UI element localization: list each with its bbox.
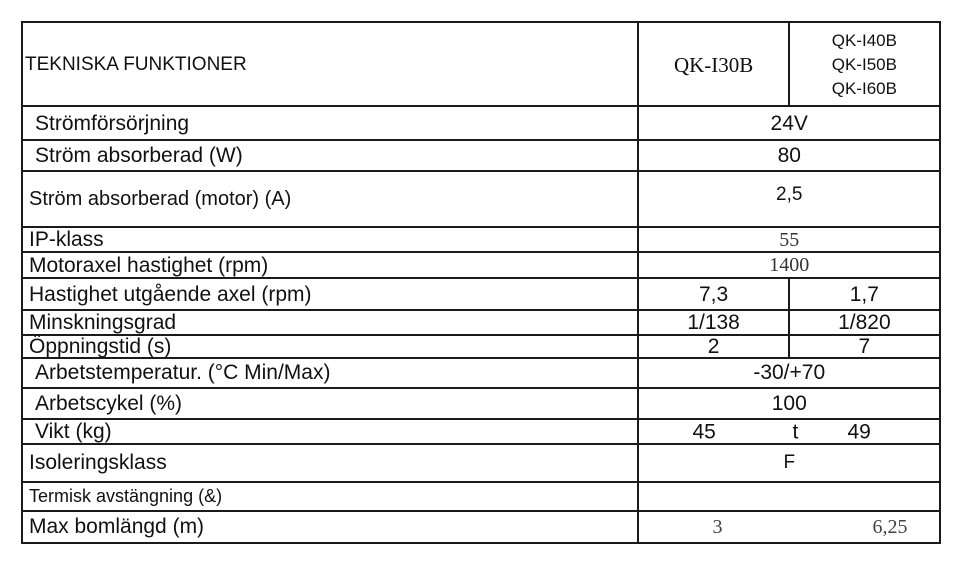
row-label: Arbetstemperatur. (°C Min/Max) bbox=[22, 358, 638, 388]
row-label: IP-klass bbox=[22, 227, 638, 252]
row-value: 3 bbox=[712, 515, 723, 538]
row-value: 6,25 bbox=[872, 515, 908, 538]
row-value: 24V bbox=[638, 106, 940, 139]
row-value: 49 bbox=[847, 420, 871, 444]
table-row bbox=[22, 310, 940, 335]
table-row bbox=[22, 482, 940, 511]
row-label: Arbetscykel (%) bbox=[22, 388, 638, 419]
row-value: -30/+70 bbox=[638, 358, 940, 388]
header-row bbox=[22, 22, 940, 106]
row-value: 2,5 bbox=[638, 171, 940, 227]
row-value: 1/138 bbox=[638, 310, 788, 335]
row-label: Hastighet utgående axel (rpm) bbox=[22, 278, 638, 309]
row-value: 80 bbox=[638, 140, 940, 171]
row-label: Max bomlängd (m) bbox=[22, 511, 638, 543]
row-label: Motoraxel hastighet (rpm) bbox=[22, 252, 638, 278]
row-label: Öppningstid (s) bbox=[22, 335, 638, 358]
table-row bbox=[22, 388, 940, 419]
table-row bbox=[22, 140, 940, 171]
model-column-2 bbox=[789, 22, 940, 106]
table-row bbox=[22, 419, 940, 444]
row-value: 100 bbox=[638, 388, 940, 419]
row-value: 45 bbox=[692, 420, 716, 444]
table-row bbox=[22, 227, 940, 252]
model-label: QK-I60B bbox=[831, 78, 897, 98]
row-value: 1,7 bbox=[789, 278, 940, 309]
row-value: 1400 bbox=[638, 252, 940, 278]
technical-specs-table bbox=[21, 21, 941, 544]
row-label: Ström absorberad (W) bbox=[22, 140, 638, 171]
table-row bbox=[22, 106, 940, 139]
table-row bbox=[22, 335, 940, 358]
row-value: 7 bbox=[789, 335, 940, 358]
model-column-1: QK-I30B bbox=[638, 22, 788, 106]
row-value: 55 bbox=[638, 227, 940, 252]
table-row bbox=[22, 358, 940, 388]
row-value-group bbox=[638, 511, 940, 543]
row-value: 7,3 bbox=[638, 278, 788, 309]
table-row bbox=[22, 171, 940, 227]
model-label: QK-I40B bbox=[831, 30, 897, 50]
row-value bbox=[638, 482, 940, 511]
table-row bbox=[22, 252, 940, 278]
row-value-separator: t bbox=[792, 420, 799, 444]
row-label: Termisk avstängning (&) bbox=[22, 482, 638, 511]
row-label: Strömförsörjning bbox=[22, 106, 638, 139]
row-value: F bbox=[638, 444, 940, 481]
row-label: Minskningsgrad bbox=[22, 310, 638, 335]
table-row bbox=[22, 278, 940, 309]
model-label: QK-I50B bbox=[831, 54, 897, 74]
row-label: Vikt (kg) bbox=[22, 419, 638, 444]
row-label: Ström absorberad (motor) (A) bbox=[22, 171, 638, 227]
table-row bbox=[22, 444, 940, 481]
row-value: 2 bbox=[638, 335, 788, 358]
table-row bbox=[22, 511, 940, 543]
table-title: TEKNISKA FUNKTIONER bbox=[22, 22, 638, 106]
row-value: 1/820 bbox=[789, 310, 940, 335]
row-label: Isoleringsklass bbox=[22, 444, 638, 481]
row-value-group bbox=[638, 419, 940, 444]
